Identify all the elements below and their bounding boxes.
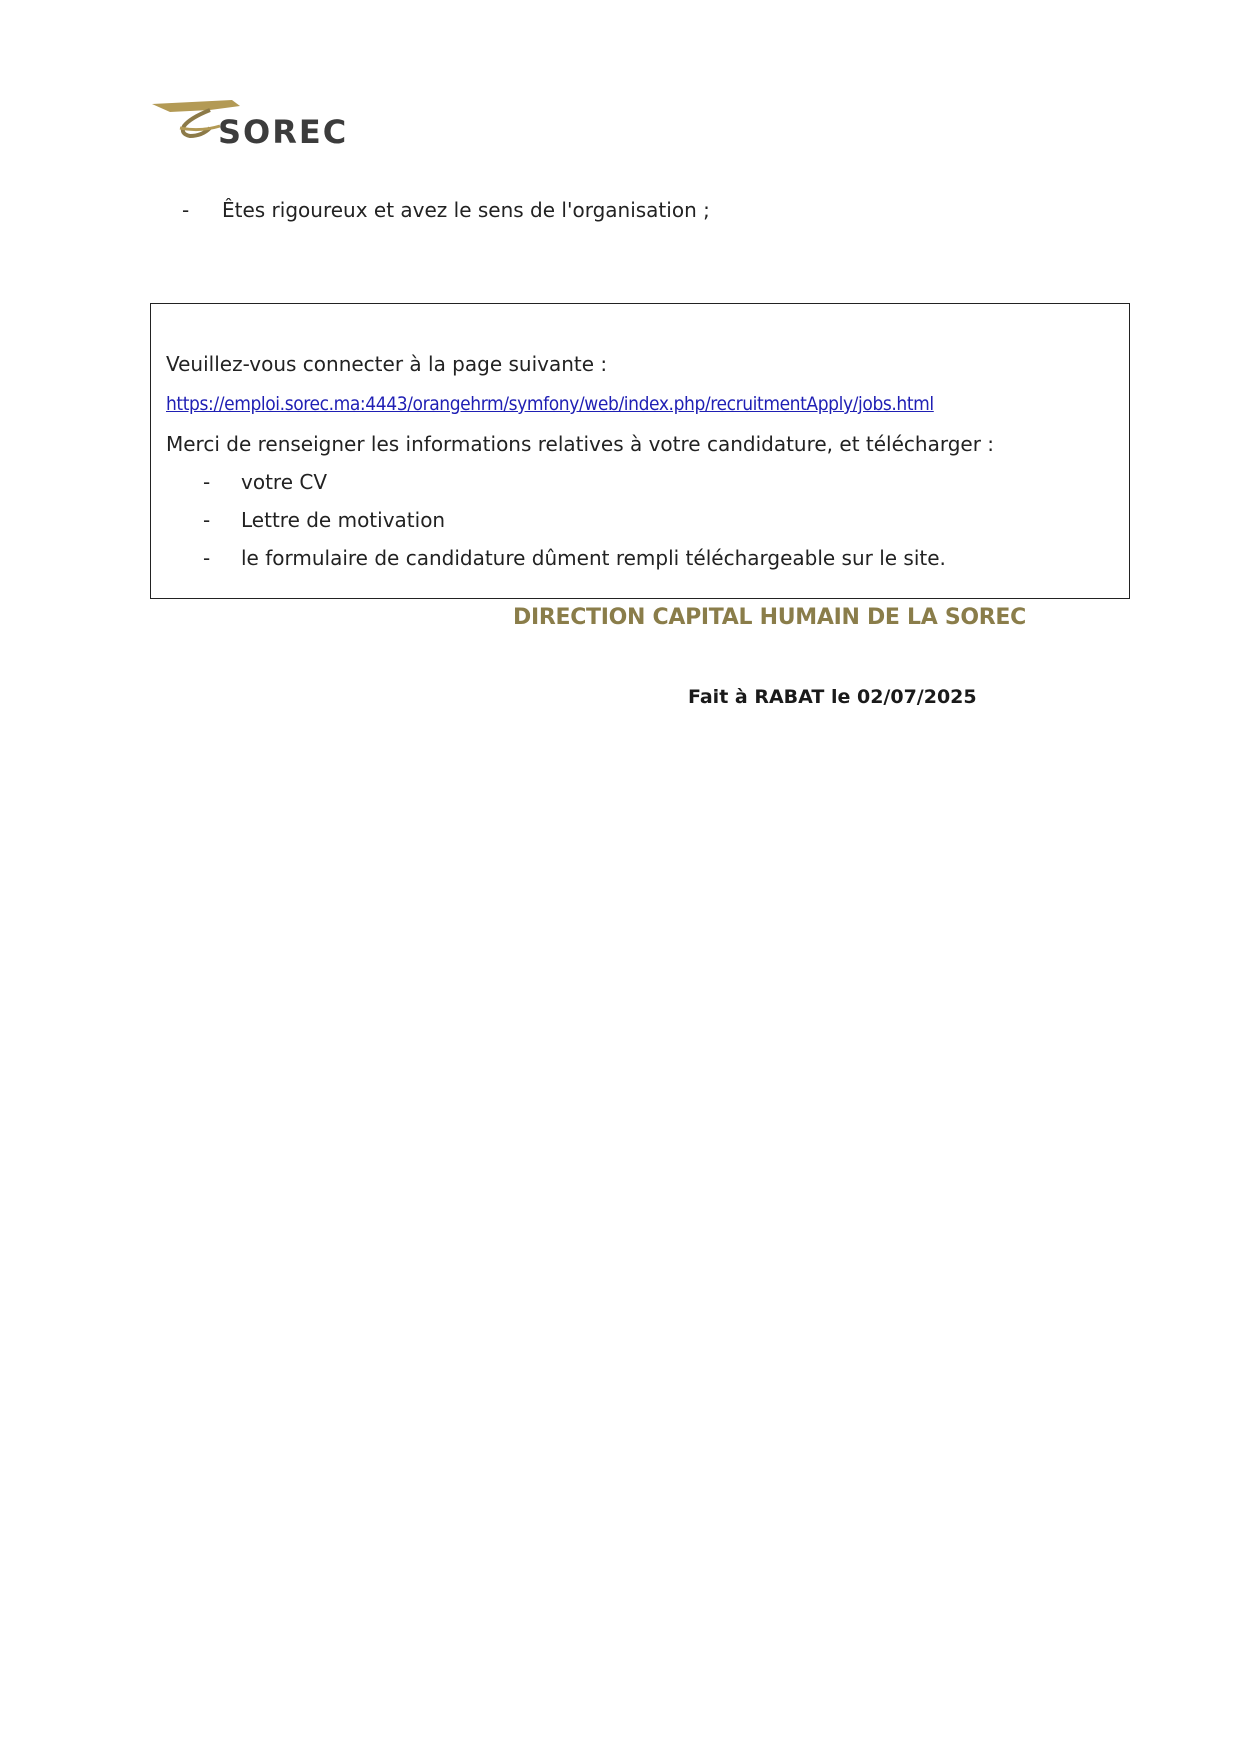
application-instruction: Merci de renseigner les informations relatives à votre candidature, et télécharger : — [166, 432, 995, 456]
list-item-text: Lettre de motivation — [241, 508, 446, 532]
documents-list — [203, 468, 946, 582]
application-intro: Veuillez-vous connecter à la page suivante : — [166, 352, 608, 376]
logo-wordmark: SOREC — [218, 113, 349, 151]
list-marker: - — [203, 470, 211, 494]
list-marker: - — [203, 508, 211, 532]
list-item — [203, 468, 946, 506]
direction-heading: DIRECTION CAPITAL HUMAIN DE LA SOREC — [513, 605, 1026, 630]
application-box — [150, 303, 1130, 599]
list-marker: - — [203, 546, 211, 570]
list-item-text: votre CV — [241, 470, 328, 494]
bullet-text: Êtes rigoureux et avez le sens de l'organisation ; — [222, 198, 710, 222]
list-item — [203, 544, 946, 582]
bullet-marker: - — [182, 198, 190, 222]
sorec-logo — [150, 96, 410, 154]
recruitment-link[interactable]: https://emploi.sorec.ma:4443/orangehrm/symfony/web/index.php/recruitmentApply/jobs.html — [166, 393, 934, 415]
signature-line: Fait à RABAT le 02/07/2025 — [688, 686, 977, 708]
list-item — [203, 506, 946, 544]
list-item-text: le formulaire de candidature dûment rempli téléchargeable sur le site. — [241, 546, 946, 570]
requirement-bullet — [182, 196, 710, 224]
